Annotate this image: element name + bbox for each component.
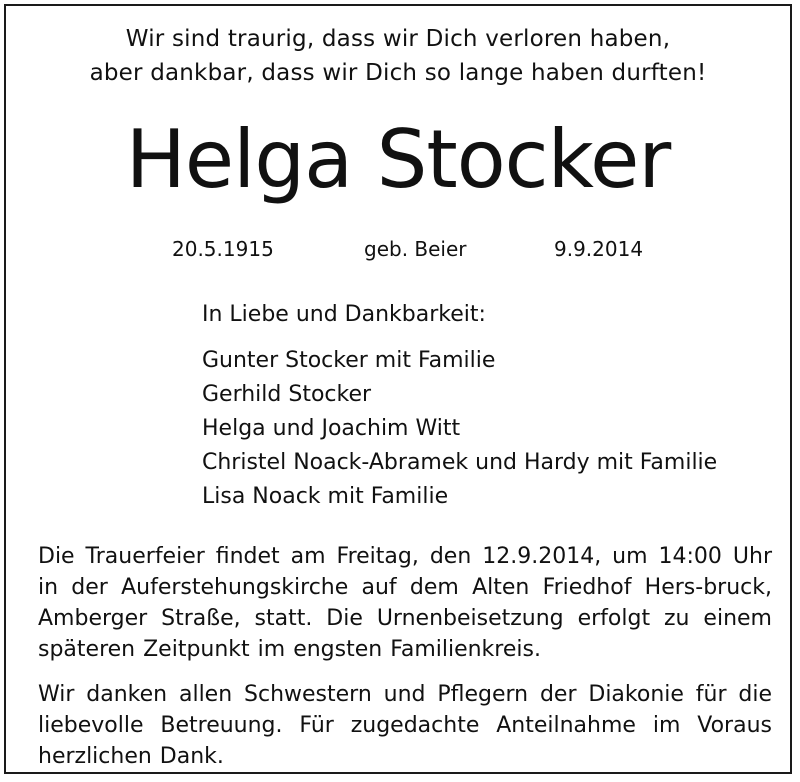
birth-date: 20.5.1915	[172, 237, 274, 261]
funeral-information: Die Trauerfeier findet am Freitag, den 12.9.2014, um 14:00 Uhr in der Auferstehungskirche auf dem Alten Friedhof Hers-bruck, Amberger Straße, statt. Die Urnenbeisetzung erfolgt zu einem späteren Zeitpunkt im engsten Familienkreis.	[38, 544, 772, 662]
mourner-item: Helga und Joachim Witt	[202, 416, 461, 441]
mourner-item: Christel Noack-Abramek und Hardy mit Familie	[202, 450, 718, 475]
motto-line-2: aber dankbar, dass wir Dich so lange haben durften!	[89, 60, 707, 86]
thanks-note: Wir danken allen Schwestern und Pflegern der Diakonie für die liebevolle Betreuung. Für zugedachte Anteilnahme im Voraus herzlichen Dank.	[38, 682, 772, 769]
mourners-block	[202, 298, 717, 514]
mourners-heading: In Liebe und Dankbarkeit:	[202, 302, 486, 327]
motto-line-1: Wir sind traurig, dass wir Dich verloren haben,	[125, 26, 671, 52]
obituary-notice	[4, 4, 792, 774]
motto	[6, 22, 790, 90]
deceased-name: Helga Stocker	[125, 113, 671, 206]
maiden-name: geb. Beier	[364, 237, 467, 261]
mourner-item: Gunter Stocker mit Familie	[202, 348, 496, 373]
mourner-item: Lisa Noack mit Familie	[202, 484, 449, 509]
death-date: 9.9.2014	[554, 237, 644, 261]
mourner-item: Gerhild Stocker	[202, 382, 372, 407]
mourners-list	[202, 344, 717, 514]
